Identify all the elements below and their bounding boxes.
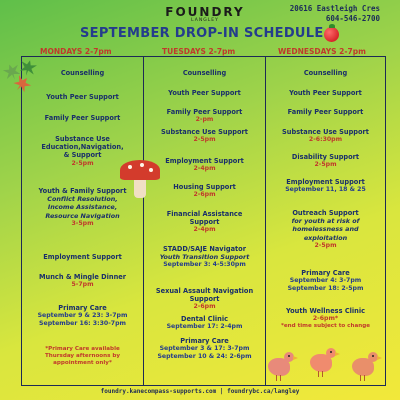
service-detail: Conflict Resolution, (47, 195, 118, 204)
service-title: Youth Peer Support (289, 89, 362, 97)
contact-info (290, 4, 380, 24)
schedule-item-employment-support (266, 178, 385, 194)
service-title: Disability Support (291, 153, 360, 161)
schedule-item-munch-mingle-dinner (22, 273, 143, 289)
service-title: Counselling (182, 69, 227, 77)
service-date: September 4: 3-7pm (289, 277, 362, 285)
service-title: Employment Support (165, 157, 244, 165)
service-date: September 11, 18 & 25 (285, 186, 366, 194)
schedule-item-youth-peer-support (144, 89, 265, 97)
service-time: 2-6pm (193, 303, 216, 311)
wednesday-heading: WEDNESDAYS 2-7pm (278, 47, 366, 56)
schedule-item-outreach-support (266, 209, 385, 250)
phone-line: 604-546-2700 (325, 14, 380, 23)
monday-column (22, 57, 144, 385)
service-date: September 3 & 17: 3-7pm (159, 345, 250, 353)
wednesday-column (266, 57, 385, 385)
service-time: 2-5pm (314, 241, 337, 249)
service-title: Employment Support (43, 253, 122, 261)
service-date: September 9 & 23: 3-7pm (37, 312, 128, 320)
schedule-item-primary-care (22, 304, 143, 328)
service-title-line: Financial Assistance (166, 210, 243, 218)
service-title: Counselling (303, 69, 348, 77)
service-date: September 3: 4-5:30pm (163, 261, 246, 269)
schedule-item-primary-care (144, 337, 265, 361)
service-title: Family Peer Support (287, 108, 364, 116)
service-title: Youth & Family Support (38, 187, 127, 195)
schedule-item-primary-care (266, 269, 385, 293)
service-title: Primary Care (180, 337, 229, 345)
service-title: Primary Care (58, 304, 107, 312)
service-detail: homelessness and (292, 225, 359, 234)
service-detail: Resource Navigation (45, 211, 120, 220)
service-title: Youth Peer Support (46, 93, 119, 101)
schedule-item-counselling (266, 69, 385, 77)
schedule-item-financial-assistance-support (144, 210, 265, 235)
mushroom-icon (118, 158, 162, 206)
monday-heading: MONDAYS 2-7pm (40, 47, 112, 56)
service-title: STADD/SAJE Navigator (163, 245, 246, 253)
schedule-item-disability-support (266, 153, 385, 169)
service-time: 5-7pm (71, 281, 94, 289)
brand-logo (150, 5, 260, 23)
service-detail: for youth at risk of (291, 217, 360, 226)
tuesday-heading: TUESDAYS 2-7pm (162, 47, 236, 56)
service-title: Housing Support (173, 183, 236, 191)
schedule-item-youth-peer-support (266, 89, 385, 97)
service-time: 2-6pm (193, 191, 216, 199)
schedule-item-family-peer-support (144, 108, 265, 124)
schedule-item-substance-use-support (266, 128, 385, 144)
page-title: SEPTEMBER DROP-IN SCHEDULE (80, 26, 324, 41)
service-note: Thursday afternoons by (44, 353, 121, 359)
service-title-line: Substance Use (55, 135, 110, 143)
schedule-item-note (22, 346, 143, 367)
schedule-item-family-peer-support (22, 114, 143, 122)
service-title-line: Education,Navigation, (41, 143, 124, 152)
service-title: Family Peer Support (44, 114, 121, 122)
schedule-board (21, 56, 386, 386)
service-note: *end time subject to change (280, 323, 371, 330)
service-note: appointment only* (53, 360, 112, 366)
service-title: Dental Clinic (180, 315, 229, 323)
service-time: 2-pm (195, 116, 214, 124)
service-date: September 10 & 24: 2-6pm (157, 353, 252, 361)
service-note: *Primary Care available (45, 346, 120, 352)
service-title: Primary Care (301, 269, 350, 277)
service-time: 2-4pm (193, 226, 216, 234)
service-title: Youth Wellness Clinic (285, 307, 366, 315)
service-title: Munch & Mingle Dinner (38, 273, 126, 281)
schedule-item-counselling (144, 69, 265, 77)
schedule-item-employment-support (144, 157, 265, 173)
schedule-item-housing-support (144, 183, 265, 199)
service-detail: exploitation (303, 233, 348, 242)
service-title: Substance Use Support (161, 128, 248, 136)
schedule-item-substance-use-support (144, 128, 265, 144)
service-title-line: & Support (63, 151, 102, 160)
schedule-item-sexual-assault-navigation-support (144, 287, 265, 312)
header (0, 0, 400, 44)
footer-links: foundry.kanecompass-supports.com | foundrybc.ca/langley (100, 388, 300, 395)
service-time: 2-6:30pm (308, 136, 343, 144)
service-time: 2-5pm (314, 161, 337, 169)
autumn-leaves-icon (4, 60, 44, 100)
service-title: Sexual Assault Navigation Support (155, 287, 254, 304)
brand-location: LANGLEY (191, 18, 219, 23)
address-line: 20616 Eastleigh Cres (289, 4, 380, 13)
service-detail: Income Assistance, (47, 203, 118, 212)
schedule-item-youth-wellness-clinic (266, 307, 385, 330)
service-title: Employment Support (286, 178, 365, 186)
service-title: Counselling (60, 69, 105, 77)
brand-name: FOUNDRY (165, 5, 245, 19)
service-title-line: Support (189, 218, 220, 227)
service-title: Family Peer Support (166, 108, 243, 116)
schedule-item-employment-support (22, 253, 143, 261)
service-detail: Youth Transition Support (159, 253, 250, 262)
service-time: 2-5pm (71, 159, 94, 167)
tomato-icon (324, 27, 339, 42)
schedule-item-stadd-saje-navigator (144, 245, 265, 269)
schedule-item-family-peer-support (266, 108, 385, 116)
service-title: Youth Peer Support (168, 89, 241, 97)
service-date: September 17: 2-4pm (166, 323, 243, 331)
service-time: 2-5pm (193, 136, 216, 144)
service-date: September 18: 2-5pm (287, 285, 364, 293)
tuesday-column (144, 57, 266, 385)
birds-icon (262, 344, 390, 384)
service-title: Outreach Support (292, 209, 359, 217)
service-title: Substance Use Support (282, 128, 369, 136)
service-time: 2-6pm* (312, 315, 339, 323)
schedule-item-dental-clinic (144, 315, 265, 331)
service-time: 2-4pm (193, 165, 216, 173)
service-date: September 16: 3:30-7pm (39, 320, 126, 328)
service-time: 3-5pm (71, 219, 94, 227)
